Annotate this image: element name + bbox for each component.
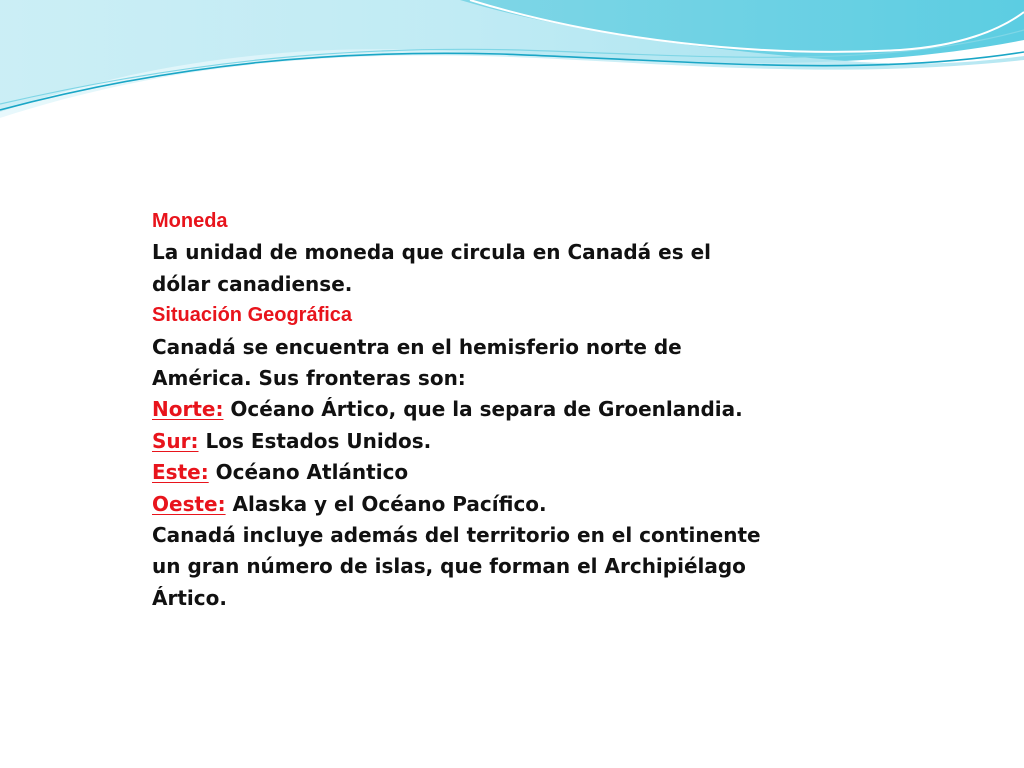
islas-line-2: un gran número de islas, que forman el Archipiélago (152, 554, 746, 579)
frontera-sur-label: Sur: (152, 428, 199, 453)
situacion-line-2: América. Sus fronteras son: (152, 366, 466, 391)
frontera-este (152, 457, 852, 488)
islas-line-3: Ártico. (152, 585, 227, 610)
frontera-norte (152, 394, 852, 425)
moneda-line-2: dólar canadiense. (152, 271, 353, 296)
frontera-oeste-label: Oeste: (152, 491, 226, 516)
situacion-line-1: Canadá se encuentra en el hemisferio norte de (152, 334, 682, 359)
frontera-este-text: Océano Atlántico (208, 460, 409, 485)
frontera-oeste-text: Alaska y el Océano Pacífico. (225, 491, 547, 516)
frontera-sur (152, 426, 852, 457)
heading-situacion-geografica: Situación Geográfica (152, 304, 353, 327)
content-block (152, 206, 852, 614)
frontera-sur-text: Los Estados Unidos. (198, 428, 432, 453)
frontera-oeste (152, 489, 852, 520)
frontera-norte-text: Océano Ártico, que la separa de Groenlandia. (223, 397, 743, 422)
moneda-line-1: La unidad de moneda que circula en Canadá es el (152, 240, 711, 265)
islas-line-1: Canadá incluye además del territorio en el continente (152, 523, 761, 548)
heading-moneda: Moneda (152, 210, 228, 232)
frontera-norte-label: Norte: (152, 397, 224, 422)
frontera-este-label: Este: (152, 460, 209, 485)
wave-header-decoration (0, 0, 1024, 130)
